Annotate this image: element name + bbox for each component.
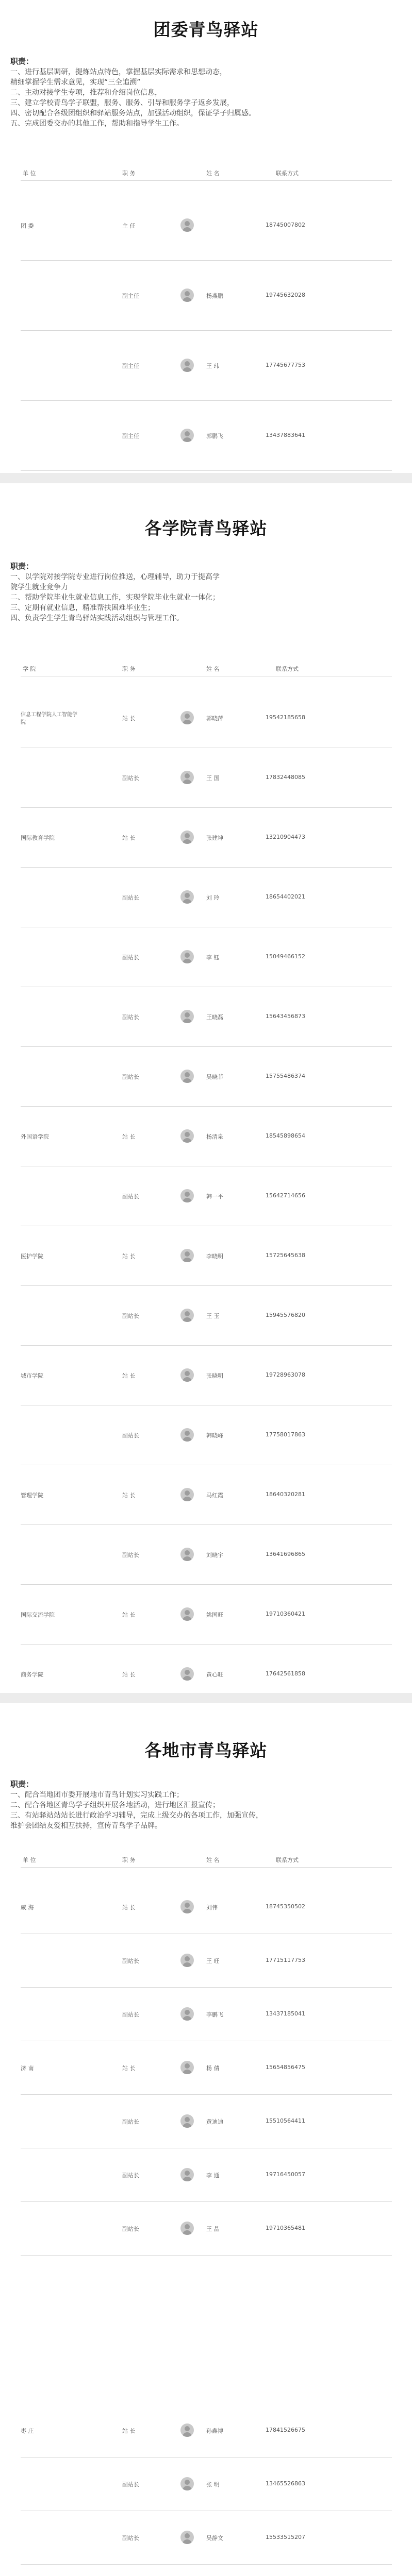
role: 副站长	[122, 1432, 139, 1439]
unit-name: 国际交流学院	[21, 1612, 55, 1618]
avatar	[180, 1428, 194, 1442]
unit-name: 管理学院	[21, 1492, 43, 1499]
duty-line: 四、密切配合各级团组织和驿站服务站点，加强活动组织，保证学子归属感。	[10, 109, 256, 117]
section-title: 各学院青鸟驿站	[144, 518, 268, 538]
phone-number: 19542185658	[266, 714, 305, 721]
duty-line: 一、以学院对接学院专业进行岗位推送，心理辅导，助力于提高学	[10, 573, 220, 581]
phone-number: 15049466152	[266, 953, 305, 960]
avatar	[180, 1189, 194, 1202]
avatar	[180, 1309, 194, 1322]
phone-number: 17745677753	[266, 362, 305, 368]
person-name: 张建坤	[206, 835, 223, 841]
avatar	[180, 2061, 194, 2074]
person-name: 王 国	[206, 775, 220, 782]
row-divider	[21, 2201, 392, 2202]
avatar	[180, 1954, 194, 1967]
phone-number: 17758017863	[266, 1431, 305, 1438]
person-name: 王晓磊	[206, 1014, 223, 1021]
role: 站 长	[122, 1133, 136, 1140]
column-header-contact: 联系方式	[276, 1857, 299, 1863]
header-divider	[21, 180, 392, 181]
unit-name: 济 南	[21, 2065, 34, 2072]
duty-line: 维护会团结友爱相互扶持，宣传青鸟学子品牌。	[10, 1822, 162, 1830]
avatar	[180, 2168, 194, 2181]
duty-line: 一、进行基层调研，提炼站点特色，掌握基层实际需求和思想动态，	[10, 68, 227, 76]
row-divider	[21, 260, 392, 261]
person-name: 李鹏飞	[206, 2011, 223, 2018]
avatar	[180, 1607, 194, 1621]
person-name: 王 旺	[206, 1958, 220, 1964]
person-name: 杨 倩	[206, 2065, 220, 2072]
phone-number: 15533515207	[266, 2534, 305, 2540]
row-divider	[21, 1644, 392, 1645]
role: 副站长	[122, 2011, 139, 2018]
role: 副站长	[122, 954, 139, 961]
person-name: 王 玮	[206, 363, 220, 369]
person-name: 韩晓峰	[206, 1432, 223, 1439]
avatar	[180, 2424, 194, 2437]
role: 站 长	[122, 1253, 136, 1260]
person-name: 王 晶	[206, 2226, 220, 2232]
avatar	[180, 831, 194, 844]
duty-line: 三、有站驿站站站长进行政治学习辅导，完成上级交办的各项工作，加强宣传，	[10, 1811, 263, 1820]
role: 副主任	[122, 363, 139, 369]
phone-number: 17832448085	[266, 774, 305, 781]
phone-number: 15510564411	[266, 2117, 305, 2124]
row-divider	[21, 400, 392, 401]
row-divider	[21, 2094, 392, 2095]
phone-number: 18654402021	[266, 893, 305, 900]
phone-number: 15642714656	[266, 1192, 305, 1199]
column-header-contact: 联系方式	[276, 170, 299, 177]
role: 副站长	[122, 1313, 139, 1319]
phone-number: 19716450057	[266, 2171, 305, 2178]
person-name: 杨燕鹏	[206, 293, 223, 299]
unit-name: 威 海	[21, 1904, 34, 1911]
phone-number: 13437185041	[266, 2010, 305, 2017]
role: 站 长	[122, 2065, 136, 2072]
duties-heading: 职责：	[10, 1780, 34, 1789]
duty-line: 三、定期有就业信息，精准帮扶困难毕业生；	[10, 604, 155, 612]
role: 站 长	[122, 1904, 136, 1911]
duty-line: 一、配合当地团市委开展地市青鸟计划实习实践工作；	[10, 1791, 184, 1799]
avatar	[180, 2114, 194, 2128]
role: 站 长	[122, 1372, 136, 1379]
phone-number: 13465526863	[266, 2480, 305, 2487]
unit-name: 城市学院	[21, 1372, 43, 1379]
duty-line: 二、主动对接学生专项，推荐和介绍岗位信息，	[10, 89, 162, 97]
person-name: 郭鹏飞	[206, 433, 223, 439]
phone-number: 13641696865	[266, 1551, 305, 1557]
unit-name: 团 委	[21, 223, 34, 229]
column-header-unit: 单 位	[23, 1857, 36, 1863]
role: 站 长	[122, 835, 136, 841]
avatar	[180, 1129, 194, 1143]
row-divider	[21, 2457, 392, 2458]
phone-number: 19728963078	[266, 1371, 305, 1378]
phone-number: 19710360421	[266, 1611, 305, 1617]
avatar	[180, 1548, 194, 1561]
avatar	[180, 950, 194, 963]
row-divider	[21, 807, 392, 808]
role: 副站长	[122, 1014, 139, 1021]
column-header-unit: 单 位	[23, 170, 36, 177]
person-name: 王 玉	[206, 1313, 220, 1319]
phone-number: 18545898654	[266, 1132, 305, 1139]
role: 主 任	[122, 223, 136, 229]
header-divider	[21, 1867, 392, 1868]
phone-number: 15725645638	[266, 1252, 305, 1259]
row-divider	[21, 1106, 392, 1107]
role: 副站长	[122, 2481, 139, 2488]
avatar	[180, 218, 194, 232]
row-divider	[21, 1046, 392, 1047]
person-name: 李晓明	[206, 1253, 223, 1260]
role: 站 长	[122, 1492, 136, 1499]
person-name: 刘 玲	[206, 894, 220, 901]
phone-number: 19710365481	[266, 2225, 305, 2231]
role: 副站长	[122, 1552, 139, 1558]
phone-number: 18640320281	[266, 1491, 305, 1498]
role: 站 长	[122, 2428, 136, 2434]
row-divider	[21, 1345, 392, 1346]
role: 副站长	[122, 1193, 139, 1200]
duty-line: 三、建立学校青鸟学子联盟，服务、服务、引导和服务学子返乡发展，	[10, 99, 234, 107]
section-tuanwei	[0, 0, 412, 473]
duties-heading: 职责：	[10, 57, 34, 66]
unit-name: 商务学院	[21, 1671, 43, 1678]
phone-number: 17715117753	[266, 1957, 305, 1963]
person-name: 郭晓萍	[206, 715, 223, 722]
person-name: 张晓明	[206, 1372, 223, 1379]
row-divider	[21, 1584, 392, 1585]
column-header-name: 姓 名	[206, 666, 220, 672]
row-divider	[21, 2255, 392, 2256]
phone-number: 15654856475	[266, 2064, 305, 2071]
role: 站 长	[122, 1671, 136, 1678]
avatar	[180, 289, 194, 302]
duty-line: 五、完成团委交办的其他工作，帮助和指导学生工作。	[10, 120, 184, 128]
person-name: 黄心旺	[206, 1671, 223, 1678]
avatar	[180, 1010, 194, 1023]
section-city	[0, 1703, 412, 2576]
avatar	[180, 2222, 194, 2235]
row-divider	[21, 867, 392, 868]
person-name: 吴晓菲	[206, 1074, 223, 1080]
row-divider	[21, 2564, 392, 2565]
avatar	[180, 890, 194, 904]
avatar	[180, 429, 194, 442]
phone-number: 17642561858	[266, 1670, 305, 1677]
person-name: 李 通	[206, 2172, 220, 2179]
role: 站 长	[122, 715, 136, 722]
avatar	[180, 1900, 194, 1913]
avatar	[180, 1070, 194, 1083]
unit-name: 枣 庄	[21, 2428, 34, 2434]
duty-line: 院学生就业竞争力	[10, 583, 68, 591]
phone-number: 15643456873	[266, 1013, 305, 1020]
role: 站 长	[122, 1612, 136, 1618]
duties-heading: 职责：	[10, 562, 34, 571]
person-name: 韩一平	[206, 1193, 223, 1200]
avatar	[180, 2477, 194, 2490]
row-divider	[21, 330, 392, 331]
section-title: 团委青鸟驿站	[153, 20, 259, 40]
phone-number: 15755486374	[266, 1073, 305, 1079]
person-name: 李 钰	[206, 954, 220, 961]
section-xueyuan	[0, 483, 412, 1693]
row-divider	[21, 1987, 392, 1988]
role: 副主任	[122, 433, 139, 439]
avatar	[180, 359, 194, 372]
person-name: 孙鑫博	[206, 2428, 223, 2434]
column-header-name: 姓 名	[206, 170, 220, 177]
role: 副站长	[122, 775, 139, 782]
avatar	[180, 1488, 194, 1501]
avatar	[180, 711, 194, 724]
person-name: 吴静文	[206, 2535, 223, 2541]
person-name: 杨清泉	[206, 1133, 223, 1140]
phone-number: 19745632028	[266, 292, 305, 298]
column-header-contact: 联系方式	[276, 666, 299, 672]
role: 副站长	[122, 2172, 139, 2179]
avatar	[180, 2007, 194, 2021]
phone-number: 13437883641	[266, 432, 305, 438]
duty-line: 精细掌握学生需求意见，实现“三全追溯”	[10, 78, 141, 87]
unit-name: 外国语学院	[21, 1133, 49, 1140]
column-header-role: 职 务	[122, 666, 136, 672]
person-name: 张 明	[206, 2481, 220, 2488]
row-divider	[21, 1524, 392, 1525]
unit-name: 国际教育学院	[21, 835, 55, 841]
duty-line: 二、配合各地区青鸟学子组织开展各地活动，进行地区汇报宣传；	[10, 1801, 220, 1809]
unit-name: 医护学院	[21, 1253, 43, 1260]
column-header-role: 职 务	[122, 170, 136, 177]
duty-line: 四、负责学生学生青鸟驿站实践活动组织与管理工作。	[10, 614, 184, 622]
role: 副站长	[122, 2226, 139, 2232]
role: 副站长	[122, 1074, 139, 1080]
role: 副主任	[122, 293, 139, 299]
unit-name: 信息工程学院人工智能学院	[21, 712, 77, 725]
phone-number: 18745350502	[266, 1903, 305, 1910]
person-name: 刘伟	[206, 1904, 218, 1911]
phone-number: 13210904473	[266, 834, 305, 840]
phone-number: 17841526675	[266, 2427, 305, 2433]
phone-number: 18745007802	[266, 222, 305, 228]
avatar	[180, 2531, 194, 2544]
section-title: 各地市青鸟驿站	[144, 1740, 268, 1760]
role: 副站长	[122, 2535, 139, 2541]
avatar	[180, 1249, 194, 1262]
person-name: 刘晓宇	[206, 1552, 223, 1558]
avatar	[180, 1368, 194, 1382]
person-name: 马红霞	[206, 1492, 223, 1499]
column-header-role: 职 务	[122, 1857, 136, 1863]
duty-line: 二、帮助学院毕业生就业信息工作，实现学院毕业生就业一体化；	[10, 594, 220, 602]
role: 副站长	[122, 1958, 139, 1964]
avatar	[180, 771, 194, 784]
row-divider	[21, 1285, 392, 1286]
avatar	[180, 1667, 194, 1681]
person-name: 姚国旺	[206, 1612, 223, 1618]
role: 副站长	[122, 2119, 139, 2125]
row-divider	[21, 470, 392, 471]
role: 副站长	[122, 894, 139, 901]
person-name: 黄迪迪	[206, 2119, 223, 2125]
phone-number: 15945576820	[266, 1312, 305, 1318]
column-header-unit: 学 院	[23, 666, 36, 672]
column-header-name: 姓 名	[206, 1857, 220, 1863]
